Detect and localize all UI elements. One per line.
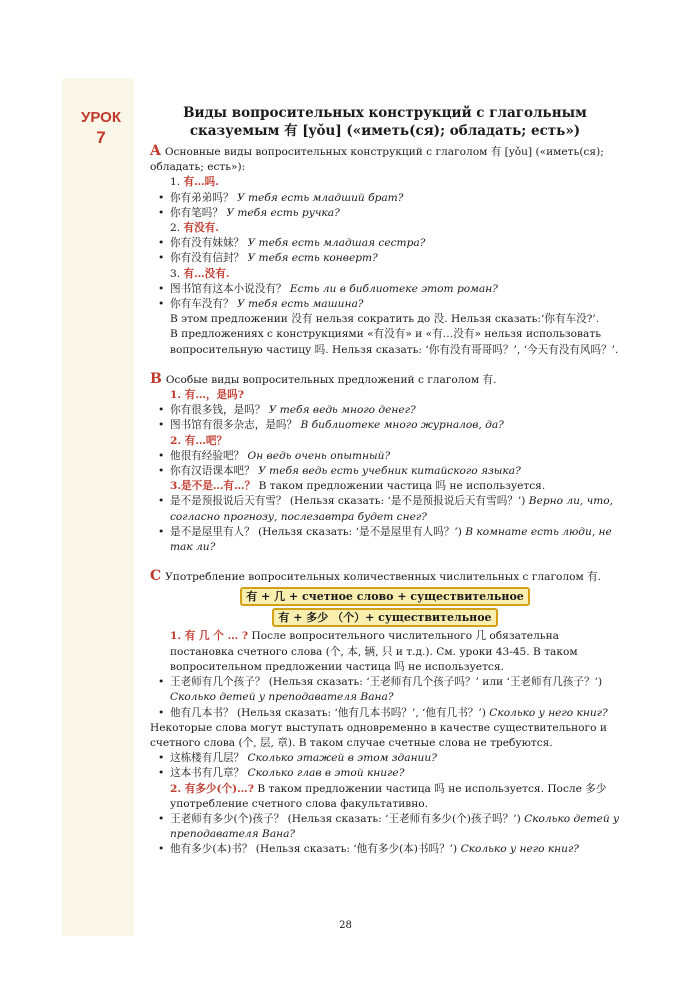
example: • 图书馆有这本小说没有？ Есть ли в библиотеке этот роман? [150,282,620,297]
section-intro: Основные виды вопросительных конструкций с глаголом 有 [yǒu] («иметь(ся); обладать; есть»): [150,146,604,174]
example: • 你有汉语课本吧？ У тебя ведь есть учебник китайского языка? [150,464,620,479]
example: • 你有笔吗？ У тебя есть ручка? [150,206,620,221]
list-item: 2. 有没有. [170,222,219,235]
list-item: 3. 有…没有. [170,267,230,280]
example: • 他有几本书？ (Нельзя сказать: ‘他有几本书吗？’, ‘他有几书？’) Сколько у него книг? [150,706,620,721]
note: Некоторые слова могут выступать одновременно в качестве существительного и счетного слова (个, 层, 章). В таком случае счетные слова не требуются. [150,721,607,749]
lesson-label: УРОК [81,109,121,126]
page-content [150,104,620,858]
section-intro: Употребление вопросительных количественных числительных с глаголом 有. [165,571,602,584]
example: • 他很有经验吧？ Он ведь очень опытный? [150,449,620,464]
section-c [150,569,620,857]
example: • 王老师有多少(个)孩子？ (Нельзя сказать: ‘王老师有多少(个)孩子吗？’) Сколько детей у преподавателя Вана? [150,812,620,842]
example: • 你有没有妹妹？ У тебя есть младшая сестра? [150,236,620,251]
list-item: 3.是不是…有…？ В таком предложении частица 吗 не используется. [170,480,546,493]
list-item: 2. 有多少(个)…? В таком предложении частица 吗 не используется. После 多少 употребление счетного слова факультативно. [170,782,607,810]
section-letter: A [150,143,161,159]
example: • 你有车没有？ У тебя есть машина? [150,297,620,312]
list-item: 1. 有…吗. [170,176,219,189]
section-letter: B [150,370,162,387]
margin-strip [62,78,134,936]
example: • 你有没有信封？ У тебя есть конверт? [150,251,620,266]
section-b [150,372,620,555]
example: • 这栋楼有几层？ Сколько этажей в этом здании? [150,751,620,766]
page-number: 28 [339,920,352,931]
list-item: 2. 有…吧？ [170,434,228,447]
list-item: 1. 有…，是吗? [170,389,244,402]
example: • 图书馆有很多杂志，是吗？ В библиотеке много журналов, да? [150,418,620,433]
example: • 他有多少(本)书？ (Нельзя сказать: ‘他有多少(本)书吗？’) Сколько у него книг? [150,842,620,857]
section-intro: Особые виды вопросительных предложений с глаголом 有. [165,373,497,386]
note: В этом предложении 没有 нельзя сократить до 没. Нельзя сказать:‘你有车没?’. [170,313,600,326]
example: • 这本书有几章？ Сколько глав в этой книге? [150,766,620,781]
title-line-1: Виды вопросительных конструкций с глагольным [183,105,587,121]
page-title [150,104,620,140]
note: В предложениях с конструкциями «有没有» и «有…没有» нельзя использовать вопросительную частицу 吗. Нельзя сказать: ‘你有没有哥哥吗？’, ‘今天有没有风吗？’. [170,328,619,356]
example: • 是不是预报说后天有雪？ (Нельзя сказать: ‘是不是预报说后天有雪吗？’) Верно ли, что, согласно прогнозу, послезавтра будет снег? [150,494,620,524]
list-item: 1. 有 几 个 … ? После вопросительного числительного 几 обязательна постановка счетного слова (个, 本, 辆, 只 и т.д.). См. уроки 43-45. В таком вопросительном предложении частица 吗 не используется. [170,630,578,673]
example: • 王老师有几个孩子？ (Нельзя сказать: ‘王老师有几个孩子吗？’ или ‘王老师有几孩子？’) Сколько детей у преподавателя Вана? [150,675,620,705]
example: • 是不是屋里有人？ (Нельзя сказать: ‘是不是屋里有人吗？’) В комнате есть люди, не так ли? [150,525,620,555]
formula-box: 有 + 多少 （个）+ существительное [272,608,497,627]
formula-box: 有 + 几 + счетное слово + существительное [240,587,530,606]
title-line-2: сказуемым 有 [yǒu] («иметь(ся); обладать; есть») [189,123,581,139]
lesson-tag [70,108,132,148]
section-letter: C [150,568,162,585]
example: • 你有很多钱，是吗？ У тебя ведь много денег? [150,403,620,418]
lesson-number: 7 [96,128,106,147]
section-a [150,144,620,358]
example: • 你有弟弟吗？ У тебя есть младший брат? [150,191,620,206]
